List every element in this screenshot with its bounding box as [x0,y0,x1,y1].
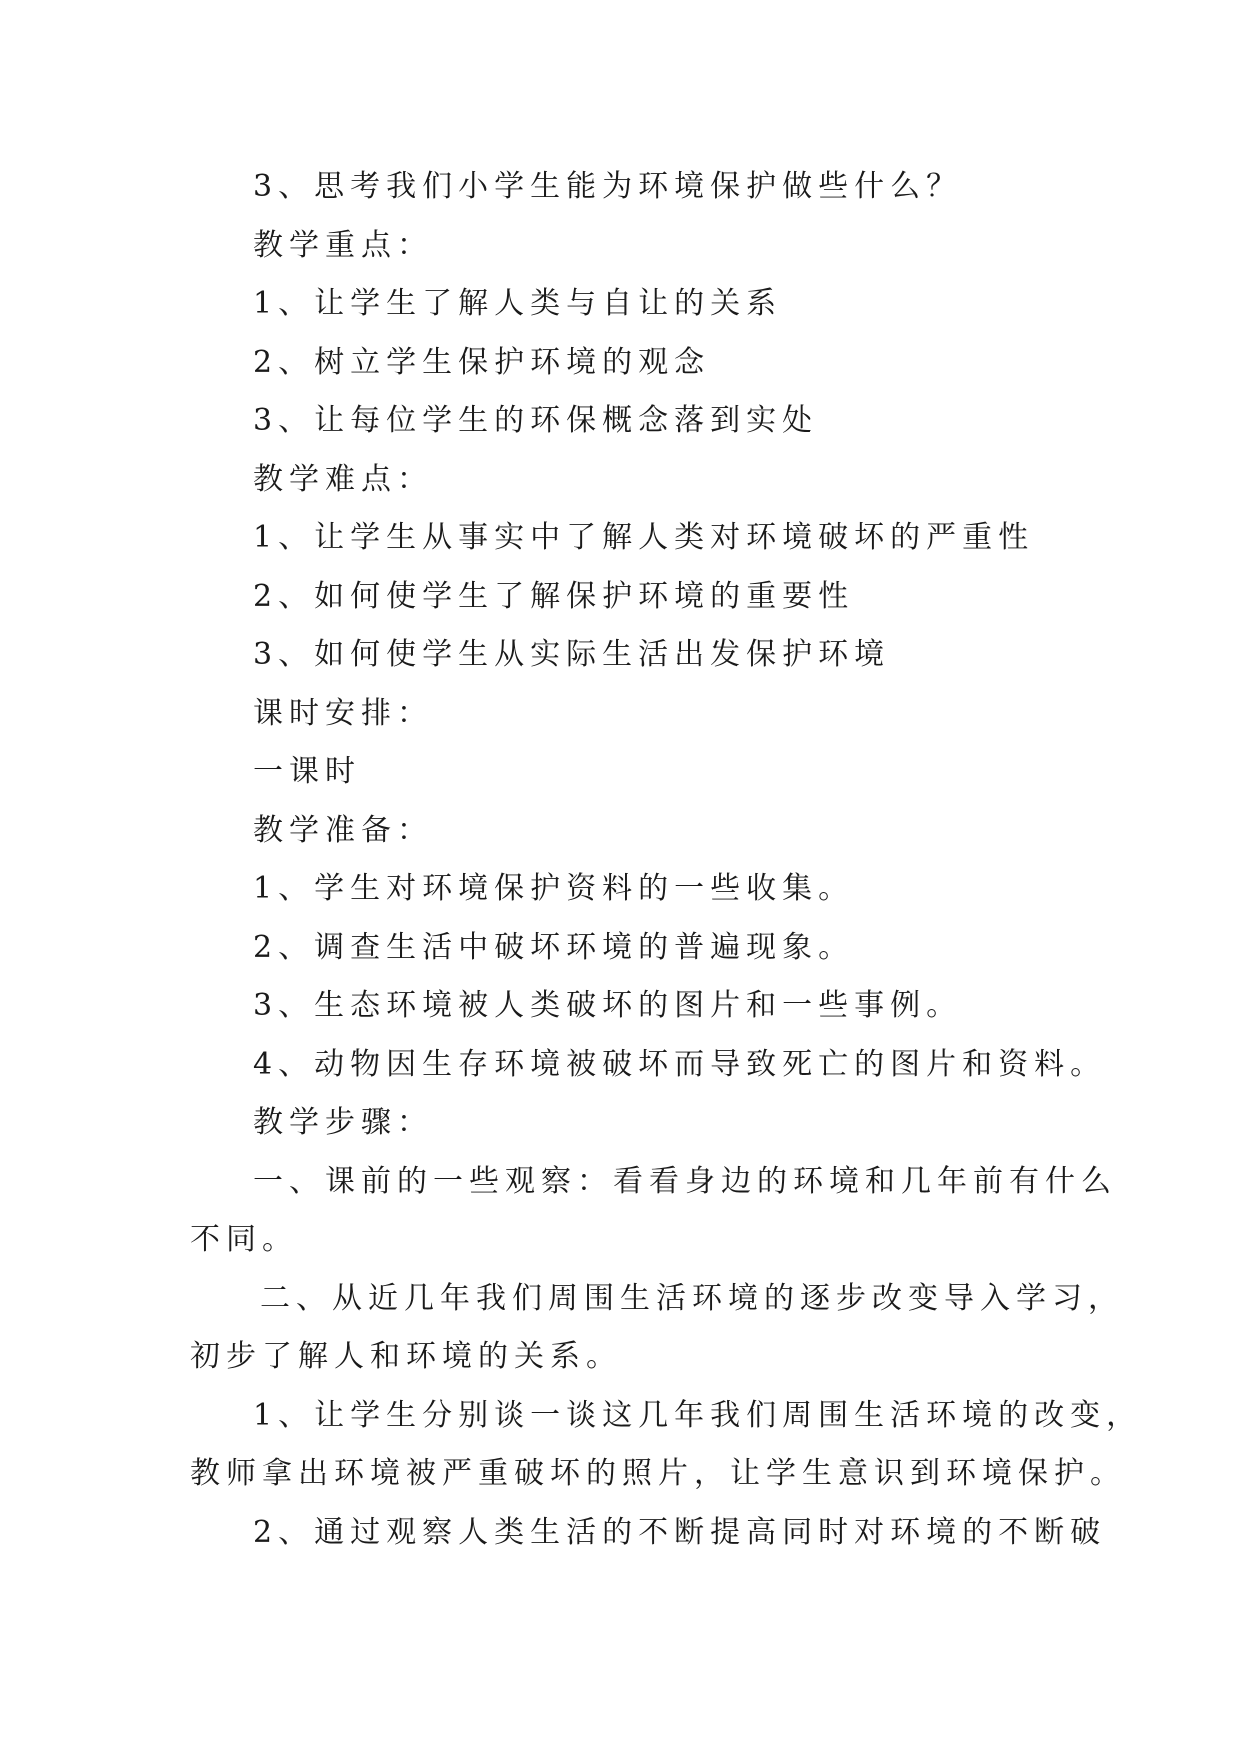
section-heading: 教学准备： [253,812,433,848]
paragraph-line: 2、如何使学生了解保护环境的重要性 [253,578,855,614]
paragraph-line: 一课时 [253,754,361,789]
section-heading: 教学步骤： [253,1105,433,1140]
paragraph-line: 初步了解人和环境的关系。 [190,1339,622,1374]
section-heading: 课时安排： [253,695,433,731]
section-heading: 教学难点： [253,461,433,497]
paragraph-line: 1、让学生从事实中了解人类对环境破坏的严重性 [253,520,1035,555]
paragraph-line: 4、动物因生存环境被破坏而导致死亡的图片和资料。 [253,1046,1107,1082]
paragraph-line: 3、让每位学生的环保概念落到实处 [253,403,819,438]
paragraph-line: 2、通过观察人类生活的不断提高同时对环境的不断破 [253,1514,1107,1550]
paragraph-line: 一、课前的一些观察：看看身边的环境和几年前有什么 [253,1163,1117,1199]
paragraph-line: 教师拿出环境被严重破坏的照片，让学生意识到环境保护。 [190,1456,1126,1491]
paragraph-line: 1、让学生了解人类与自让的关系 [253,286,783,321]
paragraph-line: 2、树立学生保护环境的观念 [253,344,711,380]
paragraph-line: 2、调查生活中破坏环境的普遍现象。 [253,929,855,965]
document-body [190,158,1143,1562]
section-heading: 教学重点： [253,227,433,263]
paragraph-line: 3、思考我们小学生能为环境保护做些什么？ [253,169,963,204]
paragraph-line: 3、生态环境被人类破坏的图片和一些事例。 [253,988,963,1023]
paragraph-line: 不同。 [190,1222,298,1257]
paragraph-line: 1、学生对环境保护资料的一些收集。 [253,871,855,906]
paragraph-line: 二、从近几年我们周围生活环境的逐步改变导入学习， [260,1280,1124,1316]
paragraph-line: 1、让学生分别谈一谈这几年我们周围生活环境的改变， [253,1397,1143,1433]
paragraph-line: 3、如何使学生从实际生活出发保护环境 [253,637,891,672]
